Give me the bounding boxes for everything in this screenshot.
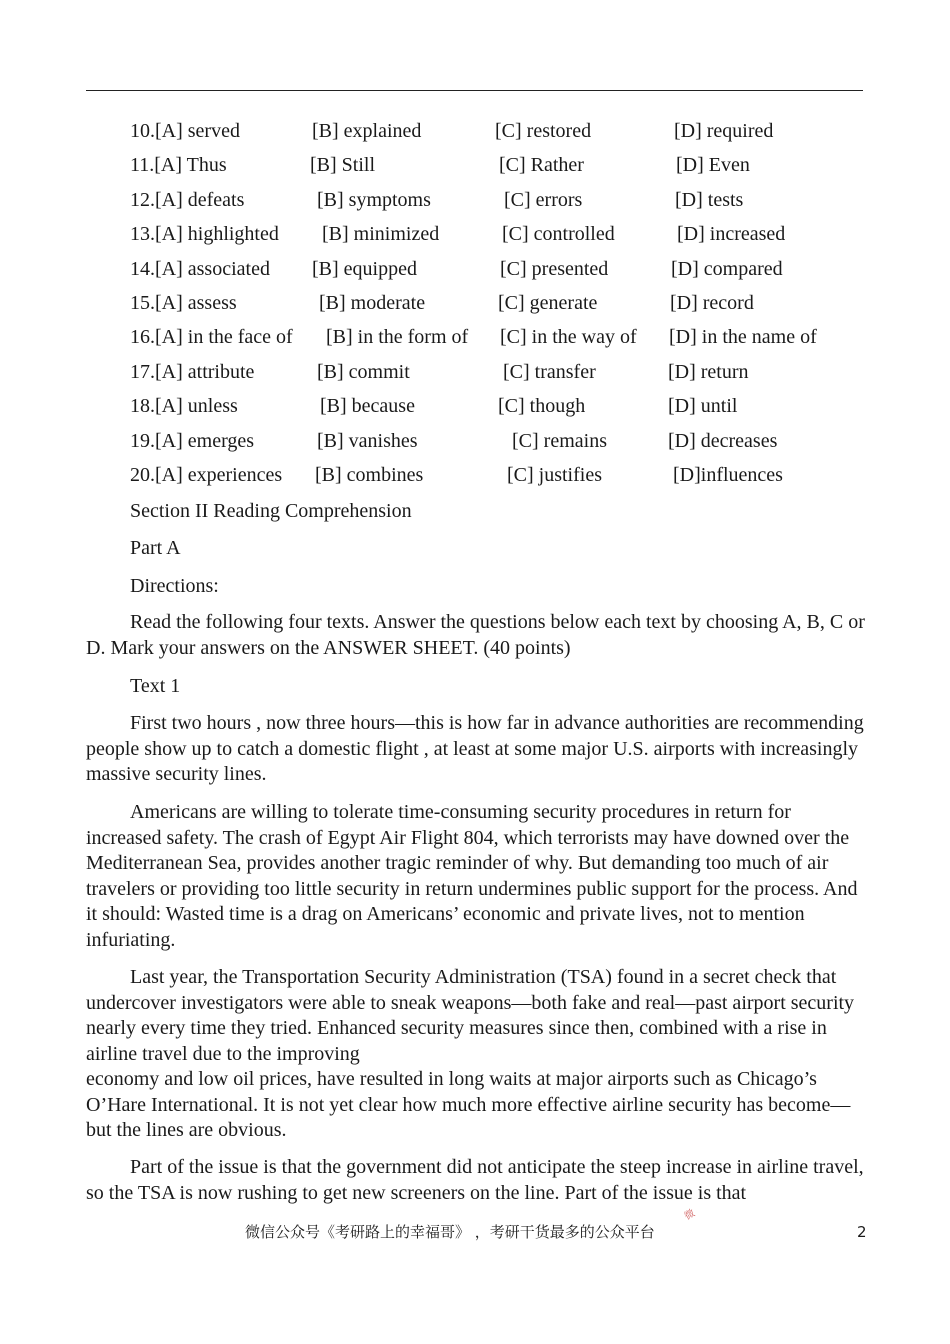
option-a xyxy=(130,256,270,282)
question-number: 13. xyxy=(130,223,155,246)
option-a xyxy=(130,290,237,316)
option-c: [C] restored xyxy=(495,120,592,142)
option-d: [D]influences xyxy=(673,464,783,486)
option-c: [C] transfer xyxy=(503,360,596,383)
option-a xyxy=(130,462,282,488)
option-a xyxy=(130,152,227,178)
option-text: [A] experiences xyxy=(155,464,283,486)
stamp-mark: 微 xyxy=(682,1207,698,1223)
option-a xyxy=(130,221,279,247)
option-b: [B] symptoms xyxy=(317,188,431,211)
option-b: [B] minimized xyxy=(322,223,440,246)
question-number: 15. xyxy=(130,292,155,314)
question-number: 16. xyxy=(130,326,155,349)
page-footer xyxy=(0,1220,950,1244)
option-text: [A] attribute xyxy=(155,360,255,383)
option-b: [B] Still xyxy=(310,154,376,177)
question-number: 19. xyxy=(130,429,155,452)
option-a xyxy=(130,393,238,419)
paragraph-4: Part of the issue is that the government did not anticipate the steep increase in airline travel, so the TSA is now rushing to get new screeners on the line. Part of the issue is that xyxy=(86,1156,864,1204)
option-c: [C] justifies xyxy=(507,464,602,486)
option-c: [C] though xyxy=(498,395,586,418)
footer-text: 微信公众号《考研路上的幸福哥》 ，考研干货最多的公众平台 xyxy=(245,1223,655,1241)
option-b: [B] explained xyxy=(312,120,422,142)
option-d: [D] Even xyxy=(676,154,750,177)
option-d: [D] required xyxy=(674,120,774,142)
option-d: [D] tests xyxy=(675,188,744,211)
option-b: [B] moderate xyxy=(319,292,426,314)
question-number: 12. xyxy=(130,188,155,211)
option-text: [A] served xyxy=(155,120,240,142)
option-text: [A] associated xyxy=(155,257,270,280)
option-a xyxy=(130,187,244,213)
page-number: 2 xyxy=(857,1223,867,1241)
question-number: 17. xyxy=(130,360,155,383)
option-b: [B] equipped xyxy=(312,257,417,280)
option-text: [A] unless xyxy=(155,395,238,418)
option-b: [B] commit xyxy=(317,360,410,383)
question-number: 14. xyxy=(130,257,155,280)
question-number: 10. xyxy=(130,120,155,142)
text-title: Text 1 xyxy=(130,675,181,697)
option-b: [B] in the form of xyxy=(326,326,469,349)
question-number: 11. xyxy=(130,154,155,177)
option-c: [C] remains xyxy=(512,429,607,452)
option-c: [C] controlled xyxy=(502,223,615,246)
question-number: 18. xyxy=(130,395,155,418)
option-text: [A] defeats xyxy=(155,188,245,211)
option-c: [C] presented xyxy=(500,257,609,280)
paragraph-2: Americans are willing to tolerate time-consuming security procedures in return for increased safety. The crash of Egypt Air Flight 804, which terrorists may have downed over the Mediterranean Sea, provides another tragic reminder of why. But demanding too much of air travelers or providing too little security in return undermines public support for the process. And it should: Wasted time is a drag on Americans’ economic and private lives, not to mention infuriating. xyxy=(86,801,858,951)
option-d: [D] increased xyxy=(677,223,786,246)
section-title: Section II Reading Comprehension xyxy=(130,500,412,522)
option-a xyxy=(130,118,240,144)
option-a xyxy=(130,324,293,350)
option-d: [D] in the name of xyxy=(669,326,817,349)
option-c: [C] errors xyxy=(504,188,583,211)
option-a xyxy=(130,359,254,385)
option-c: [C] generate xyxy=(498,292,598,314)
option-b: [B] combines xyxy=(315,464,424,486)
question-number: 20. xyxy=(130,464,155,486)
option-d: [D] until xyxy=(668,395,738,418)
directions-text: Read the following four texts. Answer the questions below each text by choosing A, B, C or D. Mark your answers on the ANSWER SHEET. (40 points) xyxy=(86,611,865,659)
option-d: [D] record xyxy=(670,292,754,314)
part-title: Part A xyxy=(130,537,181,559)
option-b: [B] vanishes xyxy=(317,429,418,452)
paragraph-3: Last year, the Transportation Security Administration (TSA) found in a secret check that undercover investigators were able to sneak weapons—both fake and real—past airport security nearly every time they tried. Enhanced security measures since then, combined with a rise in airline travel due to the improving economy and low oil prices, have resulted in long waits at major airports such as Chicago’s O’Hare International. It is not yet clear how much more effective airline security has become—but the lines are obvious. xyxy=(86,966,855,1141)
option-text: [A] emerges xyxy=(155,429,255,452)
option-d: [D] compared xyxy=(671,257,783,280)
option-d: [D] return xyxy=(668,360,749,383)
option-text: [A] highlighted xyxy=(155,223,279,246)
option-c: [C] Rather xyxy=(499,154,584,177)
option-a xyxy=(130,428,254,454)
paragraph-1: First two hours , now three hours—this is how far in advance authorities are recommending people show up to catch a domestic flight , at least at some major U.S. airports with increasingly massive security lines. xyxy=(86,712,864,785)
directions-label: Directions: xyxy=(130,575,219,597)
option-text: [A] Thus xyxy=(154,154,227,177)
option-text: [A] in the face of xyxy=(155,326,293,349)
option-d: [D] decreases xyxy=(668,429,778,452)
option-text: [A] assess xyxy=(155,292,237,314)
header-rule xyxy=(86,90,863,91)
option-c: [C] in the way of xyxy=(500,326,637,349)
option-b: [B] because xyxy=(320,395,415,418)
